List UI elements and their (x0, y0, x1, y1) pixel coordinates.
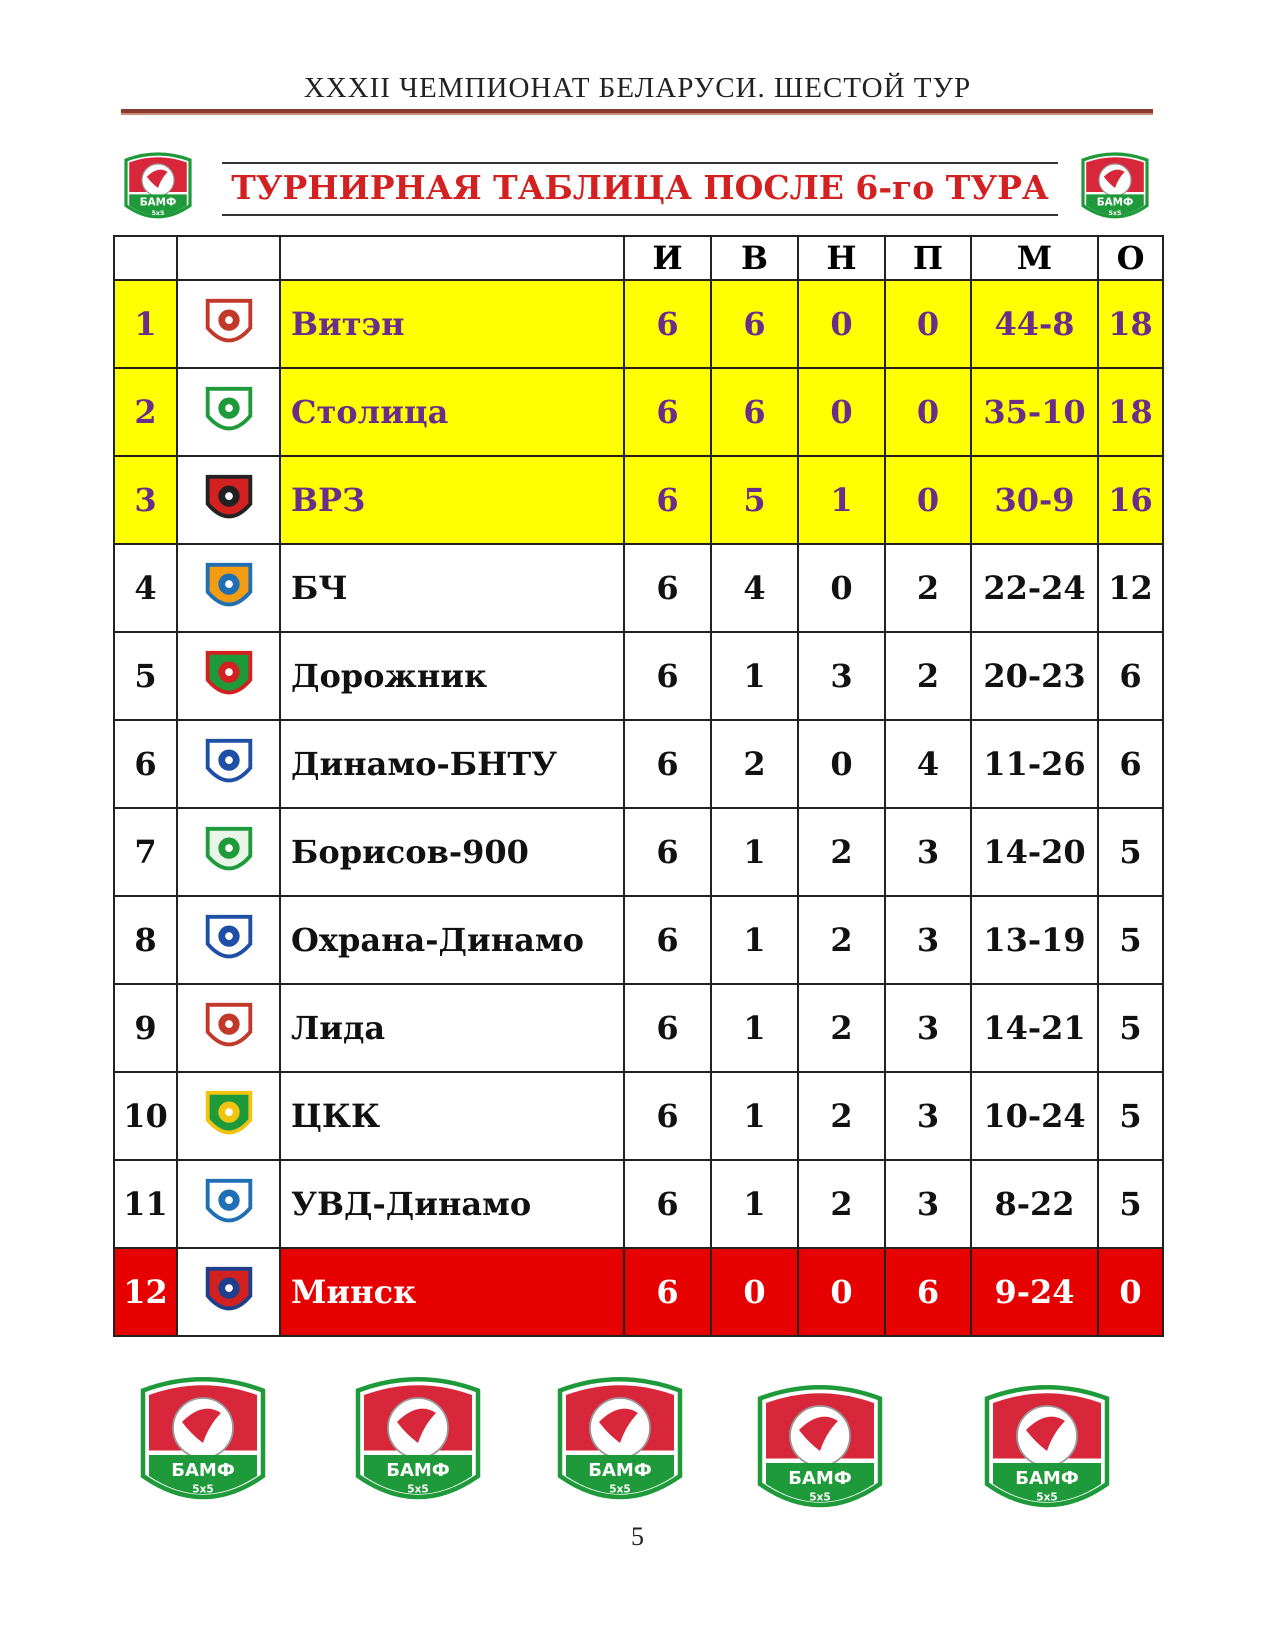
svg-text:БАМФ: БАМФ (1015, 1468, 1079, 1489)
position-cell: 5 (114, 632, 177, 720)
losses-cell: 3 (885, 1160, 971, 1248)
goals-cell: 30-9 (971, 456, 1098, 544)
crest-cell (177, 280, 280, 368)
draws-cell: 0 (798, 1248, 885, 1336)
games-cell: 6 (624, 456, 711, 544)
losses-cell: 0 (885, 368, 971, 456)
vrz-crest-icon (198, 469, 260, 531)
table-row (114, 984, 1163, 1072)
games-cell: 6 (624, 1072, 711, 1160)
wins-cell: 4 (711, 544, 798, 632)
table-row (114, 456, 1163, 544)
draws-cell: 0 (798, 720, 885, 808)
points-cell: 5 (1098, 984, 1163, 1072)
position-cell: 9 (114, 984, 177, 1072)
team-name-cell: УВД-Динамо (280, 1160, 624, 1248)
col-header-draws: Н (798, 236, 885, 280)
position-cell: 10 (114, 1072, 177, 1160)
wins-cell: 6 (711, 280, 798, 368)
goals-cell: 13-19 (971, 896, 1098, 984)
position-cell: 6 (114, 720, 177, 808)
svg-text:5x5: 5x5 (407, 1483, 429, 1496)
games-cell: 6 (624, 280, 711, 368)
goals-cell: 35-10 (971, 368, 1098, 456)
goals-cell: 9-24 (971, 1248, 1098, 1336)
goals-cell: 44-8 (971, 280, 1098, 368)
points-cell: 0 (1098, 1248, 1163, 1336)
draws-cell: 0 (798, 544, 885, 632)
col-header-crest (177, 236, 280, 280)
team-name-cell: БЧ (280, 544, 624, 632)
wins-cell: 1 (711, 1072, 798, 1160)
col-header-games: И (624, 236, 711, 280)
crest-cell (177, 808, 280, 896)
crest-cell (177, 368, 280, 456)
table-row (114, 1160, 1163, 1248)
col-header-pos (114, 236, 177, 280)
minsk-crest-icon (198, 1261, 260, 1323)
crest-cell (177, 544, 280, 632)
svg-text:БАМФ: БАМФ (386, 1460, 450, 1481)
losses-cell: 0 (885, 456, 971, 544)
uvd-crest-icon (198, 1173, 260, 1235)
table-row (114, 720, 1163, 808)
team-name-cell: Столица (280, 368, 624, 456)
points-cell: 5 (1098, 808, 1163, 896)
wins-cell: 1 (711, 984, 798, 1072)
bch-crest-icon (198, 557, 260, 619)
position-cell: 1 (114, 280, 177, 368)
goals-cell: 8-22 (971, 1160, 1098, 1248)
losses-cell: 3 (885, 1072, 971, 1160)
stolitsa-crest-icon (198, 381, 260, 443)
table-row (114, 896, 1163, 984)
standings-table (113, 235, 1164, 1337)
page-number: 5 (631, 1522, 644, 1551)
team-name-cell: Охрана-Динамо (280, 896, 624, 984)
losses-cell: 3 (885, 808, 971, 896)
goals-cell: 20-23 (971, 632, 1098, 720)
draws-cell: 2 (798, 1160, 885, 1248)
points-cell: 18 (1098, 280, 1163, 368)
vitsen-crest-icon (198, 293, 260, 355)
crest-cell (177, 720, 280, 808)
team-name-cell: ВРЗ (280, 456, 624, 544)
draws-cell: 1 (798, 456, 885, 544)
bamf-logo-icon (128, 1368, 278, 1518)
header-title: XXXII ЧЕМПИОНАТ БЕЛАРУСИ. ШЕСТОЙ ТУР (303, 72, 972, 104)
subtitle-box (222, 162, 1058, 216)
svg-text:БАМФ: БАМФ (588, 1460, 652, 1481)
borisov-crest-icon (198, 821, 260, 883)
crest-cell (177, 984, 280, 1072)
team-name-cell: Лида (280, 984, 624, 1072)
games-cell: 6 (624, 544, 711, 632)
draws-cell: 2 (798, 808, 885, 896)
draws-cell: 3 (798, 632, 885, 720)
draws-cell: 0 (798, 368, 885, 456)
wins-cell: 1 (711, 1160, 798, 1248)
games-cell: 6 (624, 1248, 711, 1336)
games-cell: 6 (624, 896, 711, 984)
losses-cell: 6 (885, 1248, 971, 1336)
position-cell: 2 (114, 368, 177, 456)
games-cell: 6 (624, 632, 711, 720)
tskk-crest-icon (198, 1085, 260, 1147)
losses-cell: 2 (885, 632, 971, 720)
points-cell: 6 (1098, 720, 1163, 808)
crest-cell (177, 896, 280, 984)
position-cell: 12 (114, 1248, 177, 1336)
losses-cell: 3 (885, 896, 971, 984)
wins-cell: 6 (711, 368, 798, 456)
dinamo-bntu-crest-icon (198, 733, 260, 795)
table-row (114, 544, 1163, 632)
games-cell: 6 (624, 1160, 711, 1248)
svg-text:5x5: 5x5 (1036, 1491, 1058, 1504)
points-cell: 6 (1098, 632, 1163, 720)
team-name-cell: Динамо-БНТУ (280, 720, 624, 808)
col-header-goals: М (971, 236, 1098, 280)
col-header-losses: П (885, 236, 971, 280)
crest-cell (177, 1072, 280, 1160)
header-rule (121, 109, 1153, 115)
bamf-logo-icon (972, 1376, 1122, 1526)
losses-cell: 3 (885, 984, 971, 1072)
bamf-logo-icon (745, 1376, 895, 1526)
svg-text:5x5: 5x5 (1108, 209, 1122, 218)
team-name-cell: ЦКК (280, 1072, 624, 1160)
wins-cell: 1 (711, 632, 798, 720)
col-header-team (280, 236, 624, 280)
points-cell: 5 (1098, 896, 1163, 984)
points-cell: 12 (1098, 544, 1163, 632)
svg-text:5x5: 5x5 (609, 1483, 631, 1496)
svg-text:БАМФ: БАМФ (1096, 196, 1134, 209)
games-cell: 6 (624, 368, 711, 456)
col-header-points: О (1098, 236, 1163, 280)
losses-cell: 4 (885, 720, 971, 808)
points-cell: 5 (1098, 1072, 1163, 1160)
draws-cell: 2 (798, 984, 885, 1072)
svg-text:БАМФ: БАМФ (788, 1468, 852, 1489)
table-row (114, 368, 1163, 456)
svg-text:5x5: 5x5 (192, 1483, 214, 1496)
wins-cell: 2 (711, 720, 798, 808)
table-title: ТУРНИРНАЯ ТАБЛИЦА ПОСЛЕ 6-го ТУРА (231, 168, 1049, 207)
crest-cell (177, 1160, 280, 1248)
table-header-row (114, 236, 1163, 280)
bottom-logos (0, 1368, 1275, 1518)
bamf-logo-icon (343, 1368, 493, 1518)
goals-cell: 10-24 (971, 1072, 1098, 1160)
svg-text:5x5: 5x5 (809, 1491, 831, 1504)
crest-cell (177, 1248, 280, 1336)
wins-cell: 1 (711, 896, 798, 984)
table-row (114, 1072, 1163, 1160)
dorozhnik-crest-icon (198, 645, 260, 707)
svg-text:БАМФ: БАМФ (171, 1460, 235, 1481)
position-cell: 8 (114, 896, 177, 984)
bamf-logo-icon (545, 1368, 695, 1518)
points-cell: 18 (1098, 368, 1163, 456)
draws-cell: 2 (798, 1072, 885, 1160)
losses-cell: 0 (885, 280, 971, 368)
wins-cell: 5 (711, 456, 798, 544)
crest-cell (177, 456, 280, 544)
goals-cell: 22-24 (971, 544, 1098, 632)
wins-cell: 0 (711, 1248, 798, 1336)
losses-cell: 2 (885, 544, 971, 632)
games-cell: 6 (624, 808, 711, 896)
goals-cell: 11-26 (971, 720, 1098, 808)
games-cell: 6 (624, 984, 711, 1072)
wins-cell: 1 (711, 808, 798, 896)
team-name-cell: Борисов-900 (280, 808, 624, 896)
points-cell: 5 (1098, 1160, 1163, 1248)
games-cell: 6 (624, 720, 711, 808)
draws-cell: 2 (798, 896, 885, 984)
points-cell: 16 (1098, 456, 1163, 544)
position-cell: 3 (114, 456, 177, 544)
team-name-cell: Минск (280, 1248, 624, 1336)
draws-cell: 0 (798, 280, 885, 368)
team-name-cell: Дорожник (280, 632, 624, 720)
goals-cell: 14-21 (971, 984, 1098, 1072)
goals-cell: 14-20 (971, 808, 1098, 896)
col-header-wins: В (711, 236, 798, 280)
svg-text:5x5: 5x5 (151, 209, 165, 218)
table-row (114, 1248, 1163, 1336)
svg-text:БАМФ: БАМФ (139, 196, 177, 209)
table-row (114, 280, 1163, 368)
position-cell: 4 (114, 544, 177, 632)
okhrana-crest-icon (198, 909, 260, 971)
crest-cell (177, 632, 280, 720)
position-cell: 7 (114, 808, 177, 896)
table-row (114, 632, 1163, 720)
team-name-cell: Витэн (280, 280, 624, 368)
bamf-logo-icon (1075, 148, 1155, 228)
table-row (114, 808, 1163, 896)
position-cell: 11 (114, 1160, 177, 1248)
bamf-logo-icon (118, 148, 198, 228)
lida-crest-icon (198, 997, 260, 1059)
